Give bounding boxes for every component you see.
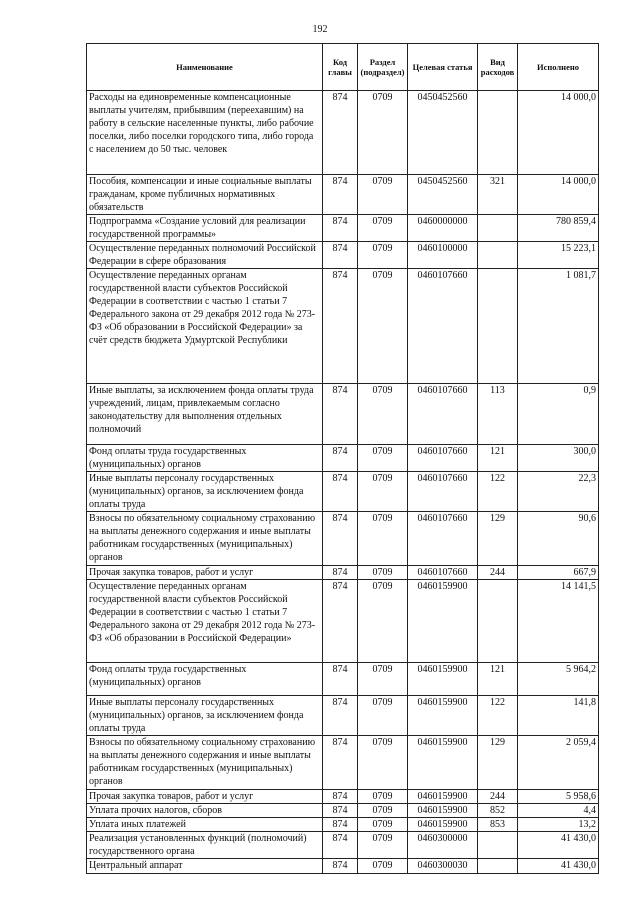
cell-name: Фонд оплаты труда государственных (муниципальных) органов bbox=[87, 663, 323, 696]
cell-kind: 129 bbox=[478, 736, 518, 790]
report-table bbox=[86, 43, 599, 874]
col-header-kind: Вид расходов bbox=[478, 44, 518, 91]
cell-name: Подпрограмма «Создание условий для реализации государственной программы» bbox=[87, 215, 323, 242]
cell-kind: 121 bbox=[478, 445, 518, 472]
cell-section: 0709 bbox=[358, 790, 408, 804]
cell-section: 0709 bbox=[358, 472, 408, 512]
cell-code: 874 bbox=[323, 859, 358, 874]
cell-section: 0709 bbox=[358, 804, 408, 818]
cell-section: 0709 bbox=[358, 175, 408, 215]
cell-section: 0709 bbox=[358, 512, 408, 566]
cell-code: 874 bbox=[323, 91, 358, 175]
cell-code: 874 bbox=[323, 790, 358, 804]
cell-kind: 244 bbox=[478, 790, 518, 804]
table-row bbox=[87, 242, 599, 269]
cell-amount: 14 000,0 bbox=[518, 91, 599, 175]
cell-section: 0709 bbox=[358, 445, 408, 472]
cell-name: Иные выплаты персоналу государственных (муниципальных) органов, за исключением фонда оплаты труда bbox=[87, 696, 323, 736]
cell-kind bbox=[478, 859, 518, 874]
cell-code: 874 bbox=[323, 512, 358, 566]
cell-amount: 141,8 bbox=[518, 696, 599, 736]
col-header-section: Раздел (подраздел) bbox=[358, 44, 408, 91]
cell-code: 874 bbox=[323, 663, 358, 696]
cell-article: 0460107660 bbox=[408, 512, 478, 566]
report-body bbox=[87, 91, 599, 874]
col-header-executed: Исполнено bbox=[518, 44, 599, 91]
cell-article: 0450452560 bbox=[408, 91, 478, 175]
table-row bbox=[87, 566, 599, 580]
table-row bbox=[87, 663, 599, 696]
cell-name: Центральный аппарат bbox=[87, 859, 323, 874]
cell-name: Расходы на единовременные компенсационные выплаты учителям, прибывшим (переехавшим) на работу в сельские населенные пункты, либо рабочие поселки, либо поселки городского типа, либо города с населением до 50 тыс. человек bbox=[87, 91, 323, 175]
cell-code: 874 bbox=[323, 566, 358, 580]
cell-article: 0460159900 bbox=[408, 663, 478, 696]
cell-code: 874 bbox=[323, 832, 358, 859]
col-header-article: Целевая статья bbox=[408, 44, 478, 91]
cell-name: Осуществление переданных органам государственной власти субъектов Российской Федерации в соответствии с частью 1 статьи 7 Федерального закона от 29 декабря 2012 года № 273-ФЗ «Об образовании в Российской Федерации» за счёт средств бюджета Удмуртской Республики bbox=[87, 269, 323, 384]
cell-kind: 113 bbox=[478, 384, 518, 445]
cell-kind: 244 bbox=[478, 566, 518, 580]
cell-amount: 0,9 bbox=[518, 384, 599, 445]
cell-section: 0709 bbox=[358, 242, 408, 269]
cell-article: 0460159900 bbox=[408, 804, 478, 818]
cell-kind: 121 bbox=[478, 663, 518, 696]
table-row bbox=[87, 175, 599, 215]
cell-section: 0709 bbox=[358, 91, 408, 175]
table-row bbox=[87, 580, 599, 663]
cell-article: 0450452560 bbox=[408, 175, 478, 215]
cell-amount: 14 141,5 bbox=[518, 580, 599, 663]
cell-kind: 122 bbox=[478, 696, 518, 736]
cell-name: Иные выплаты, за исключением фонда оплаты труда учреждений, лицам, привлекаемым согласно законодательству для выполнения отдельных полномочий bbox=[87, 384, 323, 445]
cell-section: 0709 bbox=[358, 736, 408, 790]
cell-article: 0460107660 bbox=[408, 566, 478, 580]
cell-name: Взносы по обязательному социальному страхованию на выплаты денежного содержания и иные выплаты работникам государственных (муниципальных) органов bbox=[87, 512, 323, 566]
cell-name: Пособия, компенсации и иные социальные выплаты гражданам, кроме публичных нормативных обязательств bbox=[87, 175, 323, 215]
cell-amount: 300,0 bbox=[518, 445, 599, 472]
cell-article: 0460107660 bbox=[408, 472, 478, 512]
cell-name: Прочая закупка товаров, работ и услуг bbox=[87, 790, 323, 804]
cell-name: Осуществление переданных полномочий Российской Федерации в сфере образования bbox=[87, 242, 323, 269]
cell-kind: 122 bbox=[478, 472, 518, 512]
cell-section: 0709 bbox=[358, 832, 408, 859]
table-row bbox=[87, 445, 599, 472]
cell-article: 0460107660 bbox=[408, 269, 478, 384]
cell-code: 874 bbox=[323, 215, 358, 242]
cell-kind bbox=[478, 580, 518, 663]
cell-kind: 321 bbox=[478, 175, 518, 215]
table-row bbox=[87, 472, 599, 512]
cell-name: Взносы по обязательному социальному страхованию на выплаты денежного содержания и иные выплаты работникам государственных (муниципальных) органов bbox=[87, 736, 323, 790]
cell-amount: 2 059,4 bbox=[518, 736, 599, 790]
table-row bbox=[87, 269, 599, 384]
cell-article: 0460100000 bbox=[408, 242, 478, 269]
cell-amount: 41 430,0 bbox=[518, 832, 599, 859]
table-row bbox=[87, 818, 599, 832]
cell-section: 0709 bbox=[358, 580, 408, 663]
table-row bbox=[87, 790, 599, 804]
cell-section: 0709 bbox=[358, 384, 408, 445]
cell-section: 0709 bbox=[358, 566, 408, 580]
cell-code: 874 bbox=[323, 696, 358, 736]
table-row bbox=[87, 91, 599, 175]
cell-code: 874 bbox=[323, 472, 358, 512]
cell-kind: 852 bbox=[478, 804, 518, 818]
cell-article: 0460159900 bbox=[408, 580, 478, 663]
table-row bbox=[87, 859, 599, 874]
cell-code: 874 bbox=[323, 175, 358, 215]
cell-kind bbox=[478, 269, 518, 384]
cell-amount: 780 859,4 bbox=[518, 215, 599, 242]
cell-amount: 15 223,1 bbox=[518, 242, 599, 269]
cell-kind: 853 bbox=[478, 818, 518, 832]
cell-code: 874 bbox=[323, 736, 358, 790]
col-header-code: Код главы bbox=[323, 44, 358, 91]
cell-section: 0709 bbox=[358, 818, 408, 832]
cell-code: 874 bbox=[323, 818, 358, 832]
cell-article: 0460000000 bbox=[408, 215, 478, 242]
table-row bbox=[87, 384, 599, 445]
cell-name: Прочая закупка товаров, работ и услуг bbox=[87, 566, 323, 580]
cell-amount: 90,6 bbox=[518, 512, 599, 566]
cell-amount: 14 000,0 bbox=[518, 175, 599, 215]
cell-code: 874 bbox=[323, 445, 358, 472]
cell-name: Фонд оплаты труда государственных (муниципальных) органов bbox=[87, 445, 323, 472]
cell-section: 0709 bbox=[358, 696, 408, 736]
header-row bbox=[87, 44, 599, 91]
cell-article: 0460107660 bbox=[408, 384, 478, 445]
cell-name: Осуществление переданных органам государственной власти субъектов Российской Федерации в соответствии с частью 1 статьи 7 Федерального закона от 29 декабря 2012 года № 273-ФЗ «Об образовании в Российской Федерации» bbox=[87, 580, 323, 663]
cell-amount: 4,4 bbox=[518, 804, 599, 818]
cell-section: 0709 bbox=[358, 663, 408, 696]
cell-code: 874 bbox=[323, 580, 358, 663]
cell-section: 0709 bbox=[358, 215, 408, 242]
cell-amount: 41 430,0 bbox=[518, 859, 599, 874]
cell-kind bbox=[478, 832, 518, 859]
table-row bbox=[87, 512, 599, 566]
col-header-name: Наименование bbox=[87, 44, 323, 91]
cell-kind bbox=[478, 91, 518, 175]
cell-name: Уплата иных платежей bbox=[87, 818, 323, 832]
cell-amount: 1 081,7 bbox=[518, 269, 599, 384]
cell-amount: 5 964,2 bbox=[518, 663, 599, 696]
cell-name: Уплата прочих налогов, сборов bbox=[87, 804, 323, 818]
cell-amount: 22,3 bbox=[518, 472, 599, 512]
cell-article: 0460159900 bbox=[408, 736, 478, 790]
table-row bbox=[87, 832, 599, 859]
cell-section: 0709 bbox=[358, 859, 408, 874]
cell-amount: 5 958,6 bbox=[518, 790, 599, 804]
cell-article: 0460107660 bbox=[408, 445, 478, 472]
table-row bbox=[87, 696, 599, 736]
cell-article: 0460300030 bbox=[408, 859, 478, 874]
cell-code: 874 bbox=[323, 384, 358, 445]
cell-kind bbox=[478, 215, 518, 242]
table-row bbox=[87, 215, 599, 242]
cell-name: Реализация установленных функций (полномочий) государственного органа bbox=[87, 832, 323, 859]
cell-article: 0460159900 bbox=[408, 818, 478, 832]
table-row bbox=[87, 736, 599, 790]
cell-article: 0460300000 bbox=[408, 832, 478, 859]
cell-code: 874 bbox=[323, 269, 358, 384]
cell-code: 874 bbox=[323, 242, 358, 269]
page-number: 192 bbox=[312, 24, 328, 35]
cell-code: 874 bbox=[323, 804, 358, 818]
cell-amount: 13,2 bbox=[518, 818, 599, 832]
cell-kind bbox=[478, 242, 518, 269]
table-row bbox=[87, 804, 599, 818]
cell-article: 0460159900 bbox=[408, 790, 478, 804]
cell-name: Иные выплаты персоналу государственных (муниципальных) органов, за исключением фонда оплаты труда bbox=[87, 472, 323, 512]
cell-amount: 667,9 bbox=[518, 566, 599, 580]
cell-article: 0460159900 bbox=[408, 696, 478, 736]
cell-kind: 129 bbox=[478, 512, 518, 566]
cell-section: 0709 bbox=[358, 269, 408, 384]
